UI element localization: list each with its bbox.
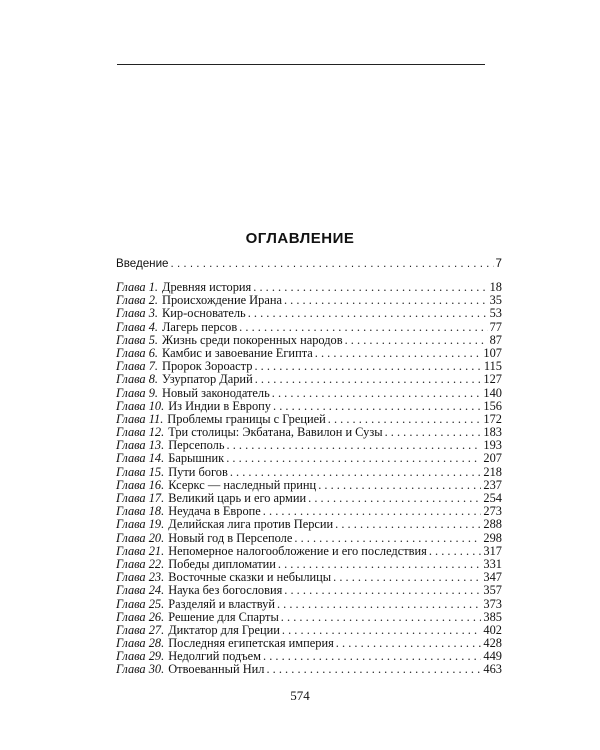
chapter-page: 172 <box>483 411 502 426</box>
chapter-number: Глава 15. <box>116 464 165 479</box>
chapter-title: Древняя история <box>162 280 252 294</box>
chapter-title: Жизнь среди покоренных народов <box>162 332 343 347</box>
chapter-number: Глава 16. <box>116 477 165 492</box>
chapter-title: Великий царь и его армии <box>168 491 307 505</box>
top-rule <box>117 64 485 65</box>
dot-leader <box>272 387 482 400</box>
chapter-page: 18 <box>489 280 502 294</box>
chapter-page: 140 <box>483 385 502 400</box>
chapter-title: Персеполь <box>168 438 225 453</box>
chapter-title: Новый год в Персеполе <box>168 530 293 545</box>
dot-leader <box>429 545 482 558</box>
chapter-number: Глава 25. <box>116 596 165 611</box>
chapter-title: Узурпатор Дарий <box>162 372 253 387</box>
chapter-title: Решение для Спарты <box>168 609 279 624</box>
chapter-list <box>116 281 502 677</box>
dot-leader <box>253 281 487 294</box>
dot-leader <box>263 650 481 663</box>
chapter-page: 183 <box>483 425 502 440</box>
toc-heading: ОГЛАВЛЕНИЕ <box>245 230 355 247</box>
chapter-number: Глава 3. <box>116 306 159 321</box>
chapter-page: 87 <box>489 332 502 347</box>
dot-leader <box>315 347 482 360</box>
dot-leader <box>227 439 482 452</box>
chapter-page: 35 <box>489 293 502 308</box>
chapter-title: Из Индии в Европу <box>168 398 271 413</box>
chapter-page: 254 <box>483 491 502 505</box>
chapter-number: Глава 2. <box>116 293 159 308</box>
chapter-number: Глава 9. <box>116 385 159 400</box>
chapter-title: Наука без богословия <box>168 583 283 598</box>
dot-leader <box>308 492 481 505</box>
chapter-page: 156 <box>483 398 502 413</box>
toc-entry-title: Введение <box>116 257 169 270</box>
dot-leader <box>345 334 488 347</box>
chapter-page: 463 <box>483 662 502 677</box>
chapter-page: 298 <box>483 530 502 545</box>
chapter-title: Восточные сказки и небылицы <box>168 570 332 585</box>
chapter-number: Глава 28. <box>116 636 165 651</box>
toc-entry-chapter <box>116 663 502 676</box>
chapter-title: Отвоеванный Нил <box>168 662 265 677</box>
chapter-page: 207 <box>483 451 502 466</box>
chapter-page: 127 <box>483 372 502 387</box>
chapter-title: Непомерное налогообложение и его последствия <box>168 543 427 558</box>
chapter-page: 428 <box>483 636 502 651</box>
chapter-page: 402 <box>483 622 502 637</box>
chapter-title: Происхождение Ирана <box>162 293 282 308</box>
chapter-number: Глава 21. <box>116 543 165 558</box>
chapter-number: Глава 26. <box>116 609 165 624</box>
chapter-page: 331 <box>483 556 502 571</box>
chapter-title: Последняя египетская империя <box>168 636 334 651</box>
dot-leader <box>281 611 482 624</box>
chapter-title: Барышник <box>168 451 225 466</box>
dot-leader <box>171 257 494 271</box>
chapter-number: Глава 14. <box>116 451 165 466</box>
dot-leader <box>226 452 481 465</box>
chapter-page: 107 <box>483 345 502 360</box>
dot-leader <box>266 663 481 676</box>
toc-entry-page: 7 <box>495 257 502 270</box>
chapter-number: Глава 12. <box>116 425 165 440</box>
dot-leader <box>335 518 481 531</box>
dot-leader <box>254 360 481 373</box>
chapter-page: 357 <box>483 583 502 598</box>
dot-leader <box>318 479 481 492</box>
chapter-page: 449 <box>483 649 502 664</box>
chapter-page: 218 <box>483 464 502 479</box>
chapter-page: 347 <box>483 570 502 585</box>
dot-leader <box>248 307 488 320</box>
chapter-title: Неудача в Европе <box>168 504 261 519</box>
chapter-page: 273 <box>483 504 502 519</box>
chapter-number: Глава 11. <box>116 411 164 426</box>
chapter-page: 288 <box>483 517 502 532</box>
chapter-title: Проблемы границы с Грецией <box>167 411 326 426</box>
chapter-page: 237 <box>483 477 502 492</box>
chapter-title: Новый законодатель <box>162 385 270 400</box>
chapter-title: Кир-основатель <box>162 306 246 321</box>
chapter-number: Глава 6. <box>116 345 159 360</box>
chapter-number: Глава 30. <box>116 662 165 677</box>
chapter-page: 77 <box>489 319 502 334</box>
dot-leader <box>385 426 482 439</box>
chapter-number: Глава 23. <box>116 570 165 585</box>
chapter-number: Глава 20. <box>116 530 165 545</box>
chapter-number: Глава 29. <box>116 649 165 664</box>
chapter-number: Глава 18. <box>116 504 165 519</box>
chapter-number: Глава 27. <box>116 622 165 637</box>
dot-leader <box>336 637 482 650</box>
chapter-title: Камбис и завоевание Египта <box>162 345 313 360</box>
chapter-number: Глава 19. <box>116 517 165 532</box>
table-of-contents <box>116 257 502 677</box>
chapter-title: Лагерь персов <box>162 319 238 334</box>
chapter-number: Глава 24. <box>116 583 165 598</box>
dot-leader <box>277 598 481 611</box>
chapter-page: 385 <box>483 609 502 624</box>
page-number: 574 <box>290 688 310 703</box>
chapter-number: Глава 22. <box>116 556 165 571</box>
dot-leader <box>284 584 481 597</box>
dot-leader <box>255 373 482 386</box>
chapter-title: Диктатор для Греции <box>168 622 280 637</box>
chapter-page: 373 <box>483 596 502 611</box>
chapter-title: Делийская лига против Персии <box>168 517 334 532</box>
chapter-title: Пророк Зороастр <box>162 359 253 374</box>
chapter-number: Глава 5. <box>116 332 159 347</box>
chapter-title: Пути богов <box>168 464 228 479</box>
chapter-page: 115 <box>483 359 502 374</box>
chapter-number: Глава 4. <box>116 319 159 334</box>
chapter-number: Глава 10. <box>116 398 165 413</box>
chapter-title: Победы дипломатии <box>168 556 276 571</box>
chapter-title: Разделяй и властвуй <box>168 596 275 611</box>
chapter-number: Глава 17. <box>116 491 165 505</box>
chapter-page: 317 <box>483 543 502 558</box>
chapter-title: Три столицы: Экбатана, Вавилон и Сузы <box>168 425 383 440</box>
dot-leader <box>333 571 481 584</box>
chapter-number: Глава 1. <box>116 280 159 294</box>
chapter-number: Глава 7. <box>116 359 159 374</box>
chapter-title: Ксеркс — наследный принц <box>168 477 317 492</box>
chapter-number: Глава 13. <box>116 438 165 453</box>
dot-leader <box>284 294 488 307</box>
chapter-number: Глава 8. <box>116 372 159 387</box>
chapter-page: 193 <box>483 438 502 453</box>
chapter-page: 53 <box>489 306 502 321</box>
toc-entry-introduction <box>116 257 502 271</box>
chapter-title: Недолгий подъем <box>168 649 261 664</box>
